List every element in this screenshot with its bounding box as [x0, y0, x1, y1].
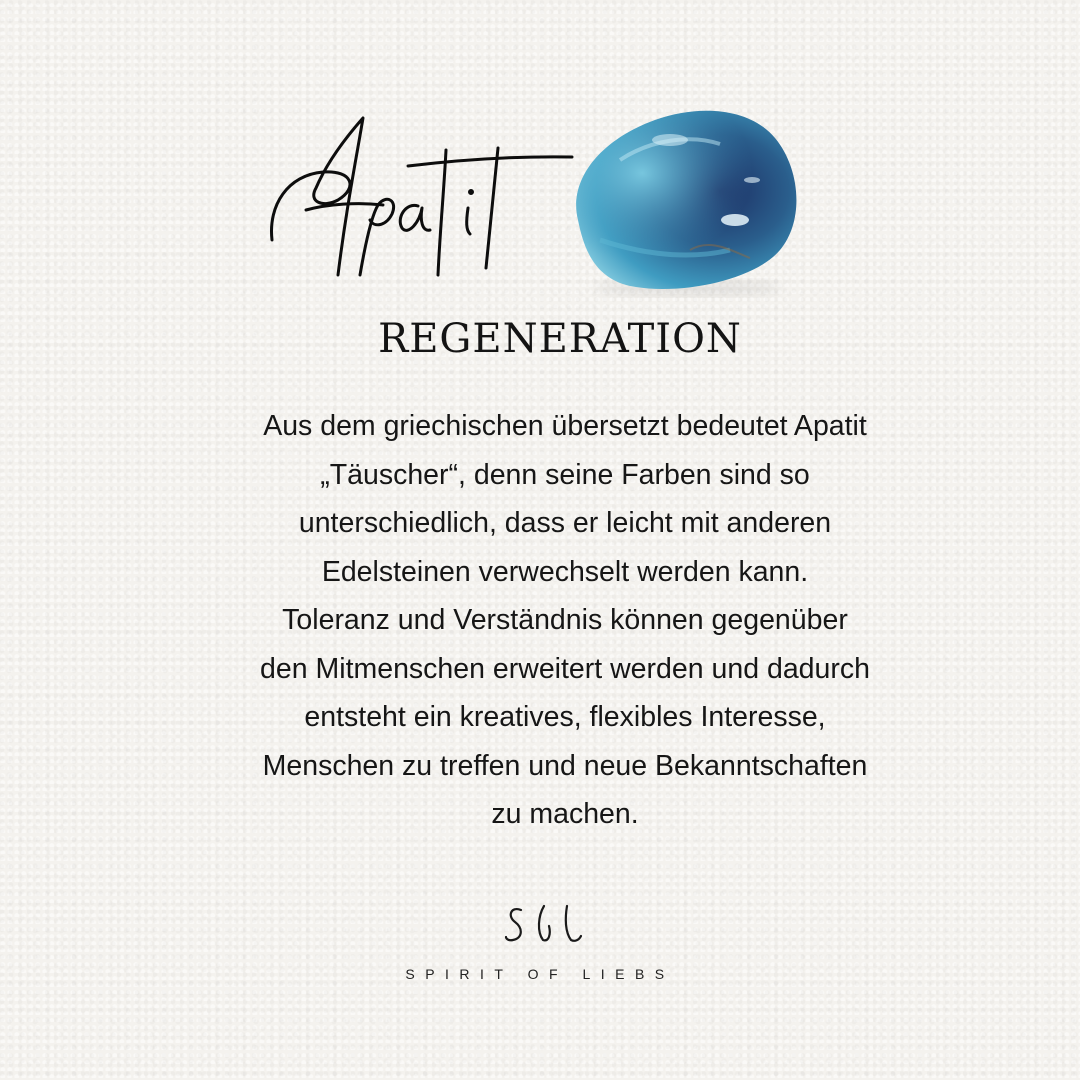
gem-drawing [560, 100, 810, 300]
description-paragraph-1: Aus dem griechischen übersetzt bedeutet Apatit „Täuscher“, denn seine Farben sind so unterschiedlich, dass er leicht mit anderen Edelsteinen verwechselt werden kann. [263, 410, 867, 588]
sol-logo-mark [503, 902, 585, 948]
title-script-drawing [268, 110, 578, 290]
title-script [268, 110, 578, 290]
apatite-stone-image [560, 100, 810, 300]
headline: REGENERATION [378, 316, 742, 362]
description [255, 402, 875, 839]
description-paragraph-2: Toleranz und Verständnis können gegenüber den Mitmenschen erweitert werden und dadurch entsteht ein kreatives, flexibles Interesse, Menschen zu treffen und neue Bekanntschaften zu machen. [260, 604, 870, 830]
sol-logo-drawing [503, 902, 585, 948]
brand-tagline: SPIRIT OF LIEBS [405, 966, 675, 982]
